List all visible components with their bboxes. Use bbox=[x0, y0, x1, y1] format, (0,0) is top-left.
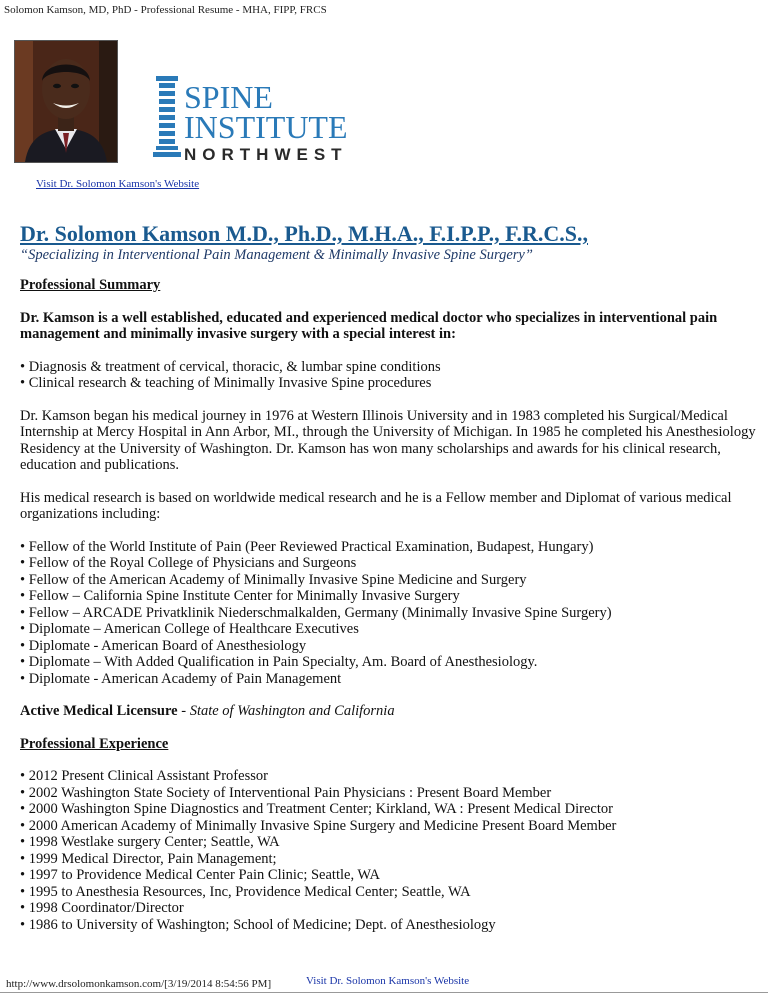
list-item: • Fellow – ARCADE Privatklinik Niederschmalkalden, Germany (Minimally Invasive Spine Surgery) bbox=[20, 604, 612, 621]
list-item: • Diplomate – With Added Qualification in Pain Specialty, Am. Board of Anesthesiology. bbox=[20, 654, 538, 670]
list-item: • Diagnosis & treatment of cervical, thoracic, & lumbar spine conditions bbox=[20, 358, 441, 375]
list-item: • Fellow of the American Academy of Minimally Invasive Spine Medicine and Surgery bbox=[20, 571, 527, 588]
list-item: • 1999 Medical Director, Pain Management; bbox=[20, 850, 277, 867]
list-item: • 2000 Washington Spine Diagnostics and Treatment Center; Kirkland, WA : Present Medical Director bbox=[20, 801, 613, 817]
logo-line-spine: SPINE bbox=[184, 79, 273, 115]
summary-intro: Dr. Kamson is a well established, educated and experienced medical doctor who specializes in interventional pain management and minimally invasive surgery with a special interest in: bbox=[20, 309, 718, 342]
list-item: • Fellow of the World Institute of Pain (Peer Reviewed Practical Examination, Budapest, Hungary) bbox=[20, 538, 594, 555]
page-header: Solomon Kamson, MD, PhD - Professional Resume - MHA, FIPP, FRCS bbox=[4, 4, 327, 16]
list-item: • Clinical research & teaching of Minimally Invasive Spine procedures bbox=[20, 375, 432, 391]
summary-paragraph-1: Dr. Kamson began his medical journey in 1976 at Western Illinois University and in 1983 completed his Surgical/Medical Internship at Mercy Hospital in Ann Arbor, MI., through the University of Michigan. In 1985 he completed his Anesthesiology Residency at the University of Washington. Dr. Kamson has won many scholarships and awards for his clinical research, education and publications. bbox=[20, 407, 756, 473]
licensure-value: State of Washington and California bbox=[189, 703, 395, 719]
page-subtitle: “Specializing in Interventional Pain Management & Minimally Invasive Spine Surgery” bbox=[20, 247, 533, 263]
summary-paragraph-2: His medical research is based on worldwide medical research and he is a Fellow member and Diplomat of various medical organizations including: bbox=[20, 489, 732, 522]
list-item: • 1998 Westlake surgery Center; Seattle, WA bbox=[20, 834, 280, 850]
spine-institute-logo bbox=[150, 70, 380, 170]
list-item: • 1986 to University of Washington; School of Medicine; Dept. of Anesthesiology bbox=[20, 916, 496, 933]
licensure-separator: - bbox=[177, 703, 190, 719]
licensure-line bbox=[20, 703, 760, 720]
list-item: • Diplomate – American College of Healthcare Executives bbox=[20, 621, 359, 637]
logo-graphic bbox=[150, 70, 380, 170]
page-title: Dr. Solomon Kamson M.D., Ph.D., M.H.A., F.I.P.P., F.R.C.S., bbox=[20, 221, 589, 246]
list-item: • 1997 to Providence Medical Center Pain Clinic; Seattle, WA bbox=[20, 867, 380, 883]
list-item: • 1998 Coordinator/Director bbox=[20, 900, 184, 916]
list-item: • 1995 to Anesthesia Resources, Inc, Providence Medical Center; Seattle, WA bbox=[20, 883, 471, 900]
logo-line-institute: INSTITUTE bbox=[184, 109, 348, 145]
list-item: • 2012 Present Clinical Assistant Professor bbox=[20, 768, 268, 784]
list-item: • 2000 American Academy of Minimally Invasive Spine Surgery and Medicine Present Board Member bbox=[20, 817, 617, 834]
resume-body bbox=[20, 277, 760, 933]
list-item: • Diplomate - American Academy of Pain Management bbox=[20, 670, 342, 687]
list-item: • 2002 Washington State Society of Interventional Pain Physicians : Present Board Member bbox=[20, 784, 552, 801]
list-item: • Fellow – California Spine Institute Center for Minimally Invasive Surgery bbox=[20, 588, 460, 604]
list-item: • Fellow of the Royal College of Physicians and Surgeons bbox=[20, 555, 357, 571]
footer-url: http://www.drsolomonkamson.com/[3/19/2014 8:54:56 PM] bbox=[6, 978, 272, 990]
website-link[interactable]: Visit Dr. Solomon Kamson's Website bbox=[36, 178, 200, 190]
list-item: • Diplomate - American Board of Anesthesiology bbox=[20, 637, 307, 654]
footer-website-link[interactable]: Visit Dr. Solomon Kamson's Website bbox=[306, 975, 470, 987]
portrait-illustration bbox=[15, 41, 117, 162]
summary-heading: Professional Summary bbox=[20, 277, 161, 293]
licensure-label: Active Medical Licensure bbox=[20, 703, 178, 719]
logo-line-northwest: NORTHWEST bbox=[184, 145, 348, 164]
footer-divider bbox=[0, 992, 768, 993]
doctor-portrait bbox=[14, 40, 118, 163]
experience-heading: Professional Experience bbox=[20, 735, 169, 752]
